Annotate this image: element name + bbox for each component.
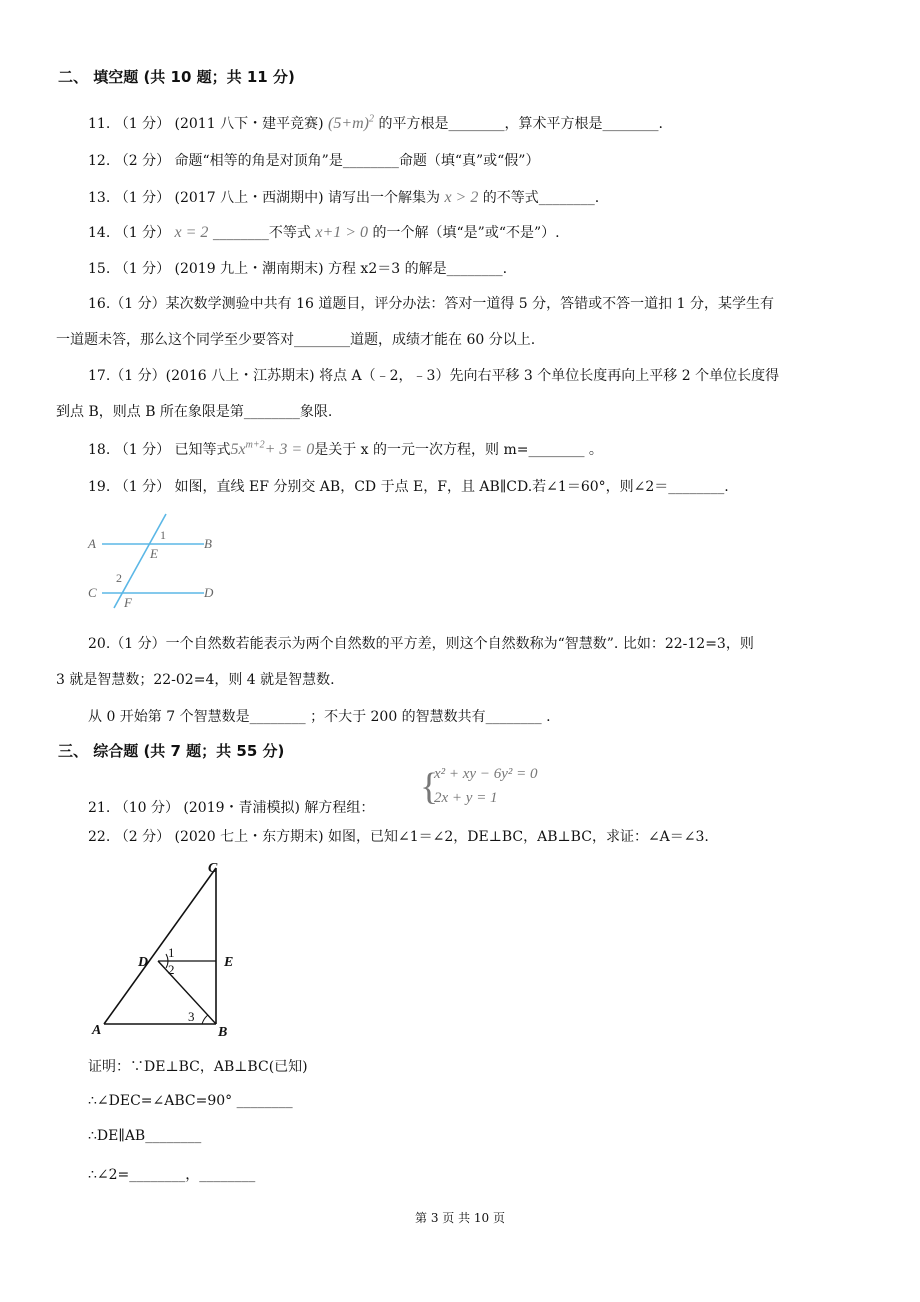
question-20-line-1: 20.（1 分）一个自然数若能表示为两个自然数的平方差，则这个自然数称为“智慧数”. 比如：22-12=3，则 (88, 636, 754, 652)
label-b: B (218, 1025, 228, 1040)
proof-line-3: ∴DE∥AB________ (88, 1128, 202, 1144)
figure-19-parallel-lines (84, 508, 224, 612)
label-d: D (138, 955, 149, 970)
question-13: 13. （1 分） (2017 八上・西湖期中) 请写出一个解集为 x > 2 的不等式________. (88, 189, 600, 206)
question-14: 14. （1 分） x = 2 ________不等式 x+1 > 0 的一个解（填“是”或“不是”）. (88, 224, 560, 241)
label-c: C (208, 861, 218, 876)
page-footer: 第 3 页 共 10 页 (415, 1211, 505, 1225)
question-16-line-1: 16.（1 分）某次数学测验中共有 16 道题目，评分办法：答对一道得 5 分，答错或不答一道扣 1 分，某学生有 (88, 296, 774, 312)
side-ac (104, 868, 216, 1024)
question-19: 19. （1 分） 如图，直线 EF 分别交 AB，CD 于点 E，F，且 AB∥CD.若∠1＝60°，则∠2＝________. (88, 479, 729, 495)
q18-expression: $5x^{m+2}+ 3 = 0$ (230, 439, 315, 458)
angle-3-label: 3 (188, 1009, 195, 1024)
q21-equation-2: 2x + y = 1 (434, 790, 498, 806)
label-a: A (88, 536, 96, 551)
question-22: 22. （2 分） (2020 七上・东方期末) 如图，已知∠1＝∠2，DE⊥BC，AB⊥BC，求证：∠A＝∠3. (88, 829, 709, 845)
label-e: E (150, 546, 158, 561)
question-15: 15. （1 分） (2019 九上・潮南期末) 方程 x2＝3 的解是________. (88, 261, 508, 277)
question-12: 12. （2 分） 命题“相等的角是对顶角”是________命题（填“真”或“假”） (88, 153, 540, 169)
segment-db (158, 961, 216, 1024)
angle-1-label: 1 (168, 945, 175, 960)
label-b: B (204, 536, 212, 551)
question-17-line-1: 17.（1 分）(2016 八上・江苏期末) 将点 A（﹣2，﹣3）先向右平移 3 个单位长度再向上平移 2 个单位长度得 (88, 368, 780, 384)
q11-expression: $(5+m)^2$ (327, 113, 374, 132)
q21-equation-1: x² + xy − 6y² = 0 (434, 766, 538, 782)
angle-1-label: 1 (160, 528, 166, 542)
label-c: C (88, 585, 97, 600)
question-18: 18. （1 分） 已知等式$5x^{m+2}+ 3 = 0$是关于 x 的一元一次方程，则 m=________ 。 (88, 439, 603, 458)
label-f: F (124, 595, 132, 610)
figure-22-triangle (90, 858, 250, 1042)
label-d: D (204, 585, 214, 600)
proof-line-2: ∴∠DEC=∠ABC=90° ________ (88, 1093, 293, 1109)
q14-expression-2: x+1 > 0 (315, 224, 369, 241)
question-16-line-2: 一道题未答，那么这个同学至少要答对________道题，成绩才能在 60 分以上. (56, 332, 536, 348)
proof-line-1: 证明：∵DE⊥BC，AB⊥BC(已知) (88, 1059, 308, 1075)
question-17-line-2: 到点 B，则点 B 所在象限是第________象限. (56, 404, 333, 420)
proof-line-4: ∴∠2=________，________ (88, 1167, 256, 1183)
question-21: 21. （10 分） (2019・青浦模拟) 解方程组： (88, 800, 375, 816)
question-11 (88, 113, 663, 133)
angle-2-label: 2 (116, 571, 122, 585)
question-20-line-2: 3 就是智慧数；22-02=4，则 4 就是智慧数. (56, 672, 335, 688)
label-a: A (92, 1023, 102, 1038)
angle-2-label: 2 (168, 962, 175, 977)
q21-brace: { (420, 766, 439, 808)
question-20-line-3: 从 0 开始第 7 个智慧数是________ ；不大于 200 的智慧数共有________ . (88, 709, 551, 725)
section-2-title: 二、 填空题 (共 10 题；共 11 分) (58, 68, 295, 86)
q11-suffix: 的平方根是________，算术平方根是________. (378, 116, 663, 132)
q11-prefix: 11. （1 分） (2011 八下・建平竞赛) (88, 116, 328, 132)
line-ef (114, 514, 166, 608)
q14-expression-1: x = 2 (174, 224, 209, 241)
angle-arc-b (202, 1015, 208, 1024)
label-e: E (224, 955, 234, 970)
section-3-title: 三、 综合题 (共 7 题；共 55 分) (58, 742, 285, 760)
q13-expression: x > 2 (444, 189, 479, 206)
